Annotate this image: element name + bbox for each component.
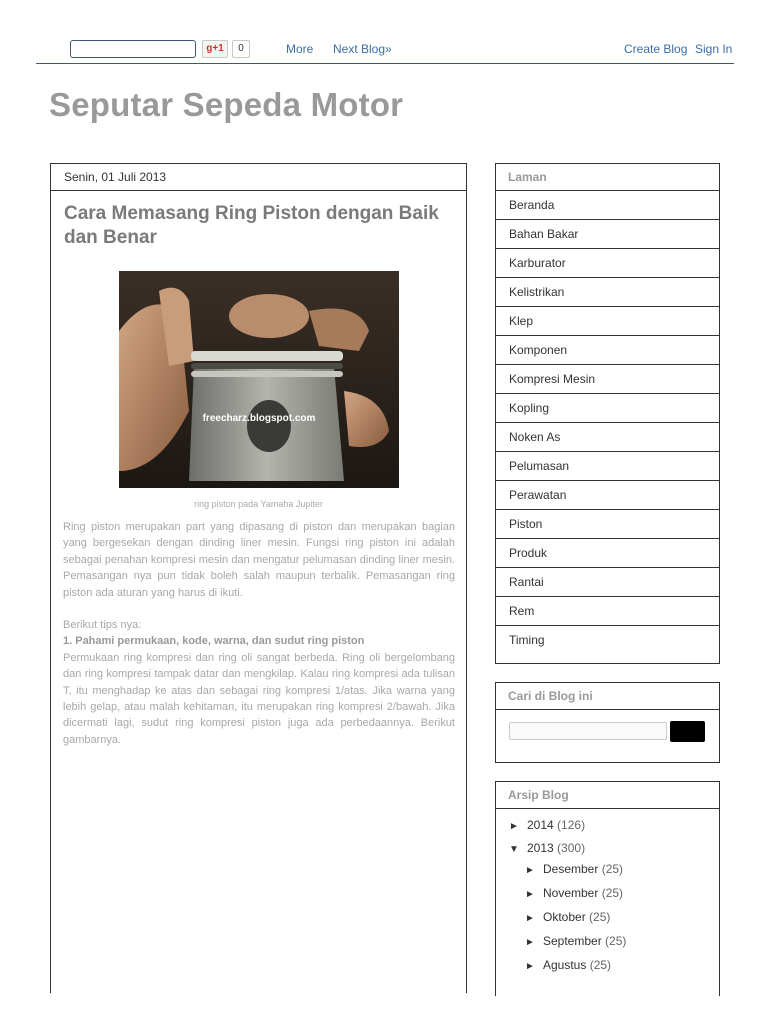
create-blog-link[interactable]: Create Blog [624, 42, 688, 56]
page-link[interactable]: Klep [496, 307, 719, 336]
pages-widget [495, 163, 720, 664]
page-link[interactable]: Karburator [496, 249, 719, 278]
archive-month-september[interactable]: ► September (25) [525, 934, 627, 948]
page-link[interactable]: Beranda [496, 191, 719, 220]
page-link[interactable]: Kopling [496, 394, 719, 423]
expand-arrow-icon[interactable]: ► [525, 865, 535, 876]
gplus-icon: g [206, 43, 213, 54]
more-link[interactable]: More [286, 42, 314, 56]
piston-photo [119, 271, 399, 488]
pages-widget-title: Laman [496, 164, 719, 191]
expand-arrow-icon[interactable]: ► [525, 961, 535, 972]
page-link[interactable]: Timing [509, 633, 545, 647]
page-link[interactable]: Kompresi Mesin [496, 365, 719, 394]
page-link[interactable]: Noken As [496, 423, 719, 452]
tip-title: 1. Pahami permukaan, kode, warna, dan sudut ring piston [63, 635, 365, 648]
archive-month-agustus[interactable]: ► Agustus (25) [525, 958, 612, 972]
archive-month-november[interactable]: ► November (25) [525, 886, 624, 900]
blogger-navbar [36, 36, 734, 64]
page-link[interactable]: Rantai [496, 568, 719, 597]
page-link[interactable]: Produk [496, 539, 719, 568]
archive-month-oktober[interactable]: ► Oktober (25) [525, 910, 611, 924]
page-link[interactable]: Rem [496, 597, 719, 626]
archive-year-2013[interactable]: ▼ 2013 (300) [509, 841, 586, 855]
page-link[interactable]: Piston [496, 510, 719, 539]
next-blog-link[interactable]: Next Blog» [333, 42, 392, 56]
tips-intro: Berikut tips nya: [63, 619, 142, 632]
page-link[interactable]: Pelumasan [496, 452, 719, 481]
archive-year-2014[interactable]: ► 2014 (126) [509, 818, 586, 832]
expand-arrow-icon[interactable]: ► [525, 889, 535, 900]
photo-caption: ring piston pada Yamaha Jupiter [194, 499, 323, 509]
tip-body: Permukaan ring kompresi dan ring oli sangat berbeda. Ring oli bergelombang dan ring kompresi tampak datar dan mengkilap. Kalau ring kompresi ada tulisan T, itu menghadap ke atas dan sebagai ring kompresi 1/atas. Jika warna yang lebih gelap, atau malah kehitaman, itu merupakan ring kompresi 2/bawah. Jika dicermati lagi, sudut ring kompresi piston juga ada perbedaannya. Berikut gambarnya. [63, 651, 455, 746]
gplus-button[interactable]: g+1 [202, 40, 228, 58]
blog-title[interactable]: Seputar Sepeda Motor [49, 86, 404, 123]
navbar-search-input[interactable] [70, 40, 196, 58]
sign-in-link[interactable]: Sign In [695, 42, 733, 56]
post-date: Senin, 01 Juli 2013 [51, 164, 466, 191]
archive-widget-title: Arsip Blog [496, 782, 719, 809]
expand-arrow-icon[interactable]: ► [509, 821, 519, 832]
page-link[interactable]: Perawatan [496, 481, 719, 510]
page-link[interactable]: Bahan Bakar [496, 220, 719, 249]
archive-widget [495, 781, 720, 996]
gplus-count: 0 [232, 40, 250, 58]
expand-arrow-icon[interactable]: ► [525, 937, 535, 948]
page-link[interactable]: Komponen [496, 336, 719, 365]
collapse-arrow-icon[interactable]: ▼ [509, 844, 519, 855]
page-link[interactable]: Kelistrikan [496, 278, 719, 307]
photo-watermark: freecharz.blogspot.com [202, 413, 316, 424]
piston-illustration [119, 271, 399, 488]
search-widget [495, 682, 720, 763]
post-title[interactable]: Cara Memasang Ring Piston dengan Baik dan Benar [64, 203, 439, 248]
blog-search-button[interactable] [670, 721, 705, 742]
archive-month-desember[interactable]: ► Desember (25) [525, 862, 624, 876]
post-container [50, 163, 467, 993]
search-widget-title: Cari di Blog ini [496, 683, 719, 710]
post-paragraph: Ring piston merupakan part yang dipasang di piston dan merupakan bagian yang bergesekan dengan dinding liner mesin. Fungsi ring piston ini adalah sebagai penahan kompresi mesin dan mengatur pelumasan dinding liner mesin. Pemasangan nya pun tidak boleh salah maupun terbalik. Pemasangan ring piston ada aturan yang harus di ikuti. [63, 521, 455, 599]
post-body [63, 519, 455, 748]
blog-search-input[interactable] [509, 722, 667, 740]
expand-arrow-icon[interactable]: ► [525, 913, 535, 924]
